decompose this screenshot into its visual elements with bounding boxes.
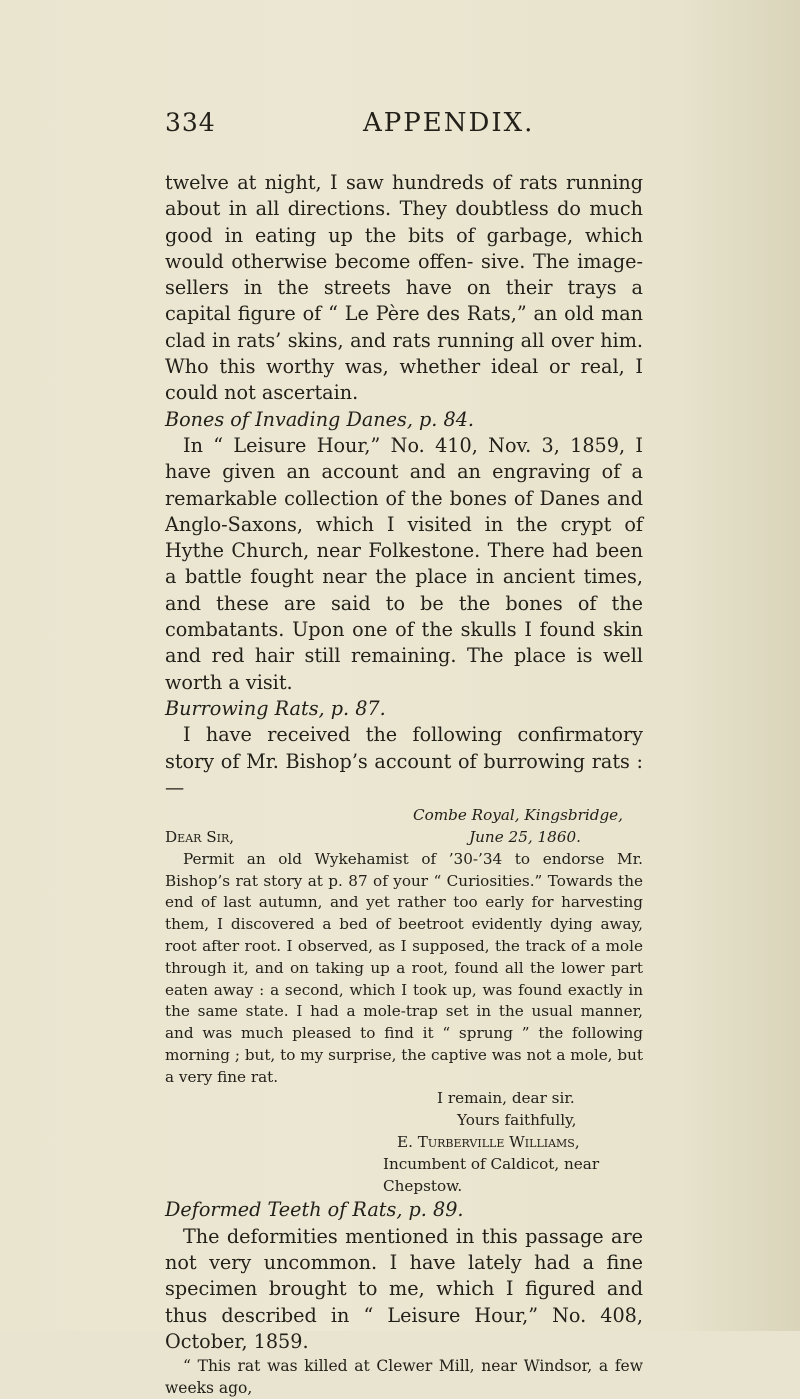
letter-place: Combe Royal, Kingsbridge, [412, 806, 623, 825]
paragraph-bones: In “ Leisure Hour,” No. 410, Nov. 3, 1859, I have given an account and an engraving of a remarkable collection of the bones of Danes and Anglo-Saxons, which I visited in the crypt of Hythe Church, near Folkestone. There had been a battle fought near the place in ancient times, and these are said to be the bones of the combatants. Upon one of the skulls I found skin and red hair still remaining. The place is well worth a visit. [165, 433, 643, 694]
letter-signature: E. Turberville Williams, [397, 1133, 580, 1152]
quoted-letter [165, 805, 643, 1197]
letter-date: June 25, 1860. [469, 827, 581, 846]
section-heading-burrowing: Burrowing Rats, p. 87. [165, 696, 386, 720]
section-heading-teeth: Deformed Teeth of Rats, p. 89. [165, 1198, 464, 1222]
page-header [165, 108, 645, 148]
running-head: APPENDIX. [363, 108, 535, 138]
letter-closing-1: I remain, dear sir. [437, 1089, 575, 1108]
section-heading-bones: Bones of Invading Danes, p. 84. [165, 407, 475, 431]
body-text [165, 170, 643, 1399]
letter-office: Incumbent of Caldicot, near Chepstow. [383, 1154, 600, 1195]
paragraph-burrowing: I have received the following confirmatory story of Mr. Bishop’s account of burrowing rats :— [165, 723, 643, 799]
paragraph-rats-paris: twelve at night, I saw hundreds of rats running about in all directions. They doubtless do much good in eating up the bits of garbage, which would otherwise become offen- sive. The image-sellers in the streets have on their trays a capital figure of “ Le Père des Rats,” an old man clad in rats’ skins, and rats running all over him. Who this worthy was, whether ideal or real, I could not ascertain. [165, 171, 643, 405]
page-number: 334 [165, 108, 216, 137]
letter-text: Permit an old Wykehamist of ’30-’34 to endorse Mr. Bishop’s rat story at p. 87 of your “ Curiosities.” Towards the end of last autumn, and yet rather too early for harvesting them, I discovered a bed of beetroot evidently dying away, root after root. I observed, as I supposed, the track of a mole through it, and on taking up a root, found all the lower part eaten away : a second, which I took up, was found exactly in the same state. I had a mole-trap set in the usual manner, and was much pleased to find it “ sprung ” the following morning ; but, to my surprise, the captive was not a mole, but a very fine rat. [165, 849, 643, 1086]
paragraph-teeth: The deformities mentioned in this passage are not very uncommon. I have lately had a fine specimen brought to me, which I figured and thus described in “ Leisure Hour,” No. 408, October, 1859. [165, 1224, 643, 1353]
letter-closing-2: Yours faithfully, [457, 1111, 577, 1130]
letter-salutation-row [165, 827, 643, 849]
paragraph-quote: “ This rat was killed at Clewer Mill, near Windsor, a few weeks ago, [165, 1357, 643, 1398]
letter-salutation: Dear Sir, [165, 827, 235, 846]
